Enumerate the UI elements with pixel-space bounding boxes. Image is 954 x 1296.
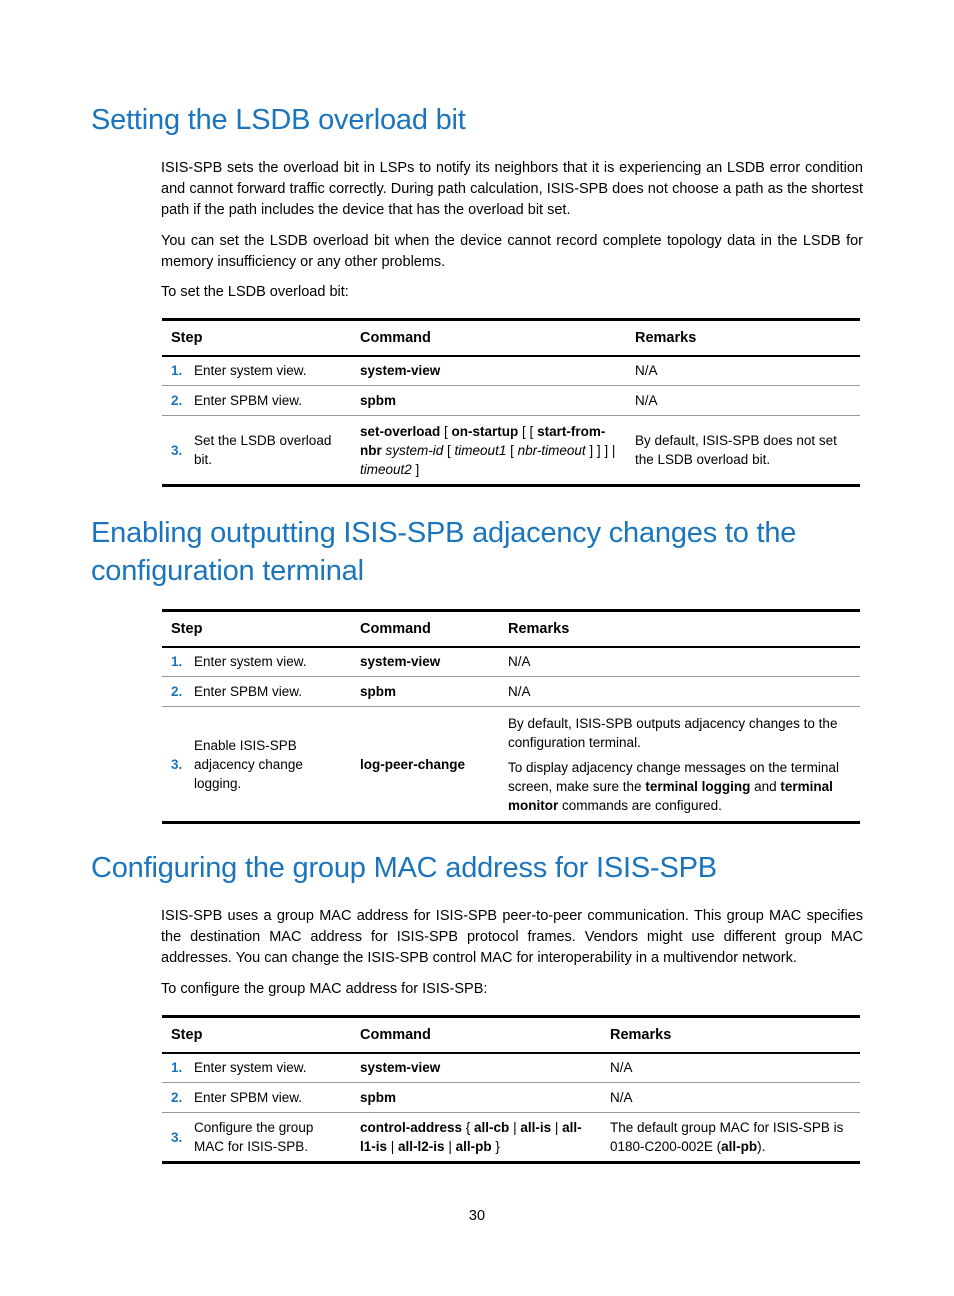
step-description: Enable ISIS-SPB adjacency change logging. [194,707,351,823]
command-table-lsdb-overload [162,318,860,487]
section-title-adjacency-changes: Enabling outputting ISIS-SPB adjacency changes to the configuration terminal [91,517,797,587]
paragraph: To configure the group MAC address for ISIS-SPB: [161,981,488,997]
step-description: Enter SPBM view. [194,1083,351,1113]
step-description: Enter system view. [194,647,351,677]
step-description: Enter SPBM view. [194,677,351,707]
header-command: Command [351,611,499,647]
table-row [162,707,860,823]
header-step: Step [162,1017,351,1053]
step-description: Enter system view. [194,356,351,386]
command-cell: set-overload [ on-startup [ [ start-from-nbr system-id [ timeout1 [ nbr-timeout ] ] ] | timeout2 ] [351,416,626,486]
remarks-cell: N/A [601,1083,860,1113]
step-description: Set the LSDB overload bit. [194,416,351,486]
section-title-lsdb-overload: Setting the LSDB overload bit [91,104,466,136]
command-cell: system-view [351,356,626,386]
table-header-row [162,320,860,356]
table-row [162,677,860,707]
header-remarks: Remarks [626,320,860,356]
header-command: Command [351,1017,601,1053]
step-number: 3. [162,1113,194,1163]
step-number: 2. [162,1083,194,1113]
table-row [162,416,860,486]
remarks-cell: N/A [626,356,860,386]
header-step: Step [162,611,351,647]
remarks-cell: N/A [626,386,860,416]
step-number: 1. [162,647,194,677]
command-cell: system-view [351,647,499,677]
remarks-cell: By default, ISIS-SPB does not set the LSDB overload bit. [626,416,860,486]
table-row [162,356,860,386]
command-cell: log-peer-change [351,707,499,823]
step-description: Enter SPBM view. [194,386,351,416]
remarks-cell: By default, ISIS-SPB outputs adjacency changes to the configuration terminal. To display adjacency change messages on the terminal screen, make sure the terminal logging and terminal monitor commands are configured. [499,707,860,823]
table-row [162,386,860,416]
step-description: Configure the group MAC for ISIS-SPB. [194,1113,351,1163]
step-number: 3. [162,707,194,823]
header-step: Step [162,320,351,356]
command-cell: control-address { all-cb | all-is | all-l1-is | all-l2-is | all-pb } [351,1113,601,1163]
table-row [162,1053,860,1083]
remarks-cell: N/A [601,1053,860,1083]
paragraph: To set the LSDB overload bit: [161,284,349,300]
paragraph: You can set the LSDB overload bit when the device cannot record complete topology data in the LSDB for memory insufficiency or any other problems. [161,233,863,270]
header-remarks: Remarks [499,611,860,647]
step-number: 1. [162,356,194,386]
step-number: 2. [162,677,194,707]
header-remarks: Remarks [601,1017,860,1053]
section-title-group-mac: Configuring the group MAC address for ISIS-SPB [91,852,717,884]
header-command: Command [351,320,626,356]
step-description: Enter system view. [194,1053,351,1083]
command-cell: system-view [351,1053,601,1083]
step-number: 2. [162,386,194,416]
command-cell: spbm [351,1083,601,1113]
command-table-adjacency-changes [162,609,860,824]
remarks-cell: The default group MAC for ISIS-SPB is 0180-C200-002E (all-pb). [601,1113,860,1163]
paragraph: ISIS-SPB sets the overload bit in LSPs to notify its neighbors that it is experiencing an LSDB error condition and cannot forward traffic correctly. During path calculation, ISIS-SPB does not choose a path as the shortest path if the path includes the device that has the overload bit set. [161,160,863,218]
command-table-group-mac [162,1015,860,1164]
table-header-row [162,611,860,647]
command-cell: spbm [351,677,499,707]
step-number: 3. [162,416,194,486]
step-number: 1. [162,1053,194,1083]
page-number: 30 [468,1208,486,1224]
remarks-cell: N/A [499,647,860,677]
table-row [162,1113,860,1163]
table-row [162,647,860,677]
table-header-row [162,1017,860,1053]
command-cell: spbm [351,386,626,416]
table-row [162,1083,860,1113]
remarks-cell: N/A [499,677,860,707]
paragraph: ISIS-SPB uses a group MAC address for ISIS-SPB peer-to-peer communication. This group MAC specifies the destination MAC address for ISIS-SPB protocol frames. Vendors might use different group MAC addresses. You can change the ISIS-SPB control MAC for interoperability in a multivendor network. [161,908,863,966]
